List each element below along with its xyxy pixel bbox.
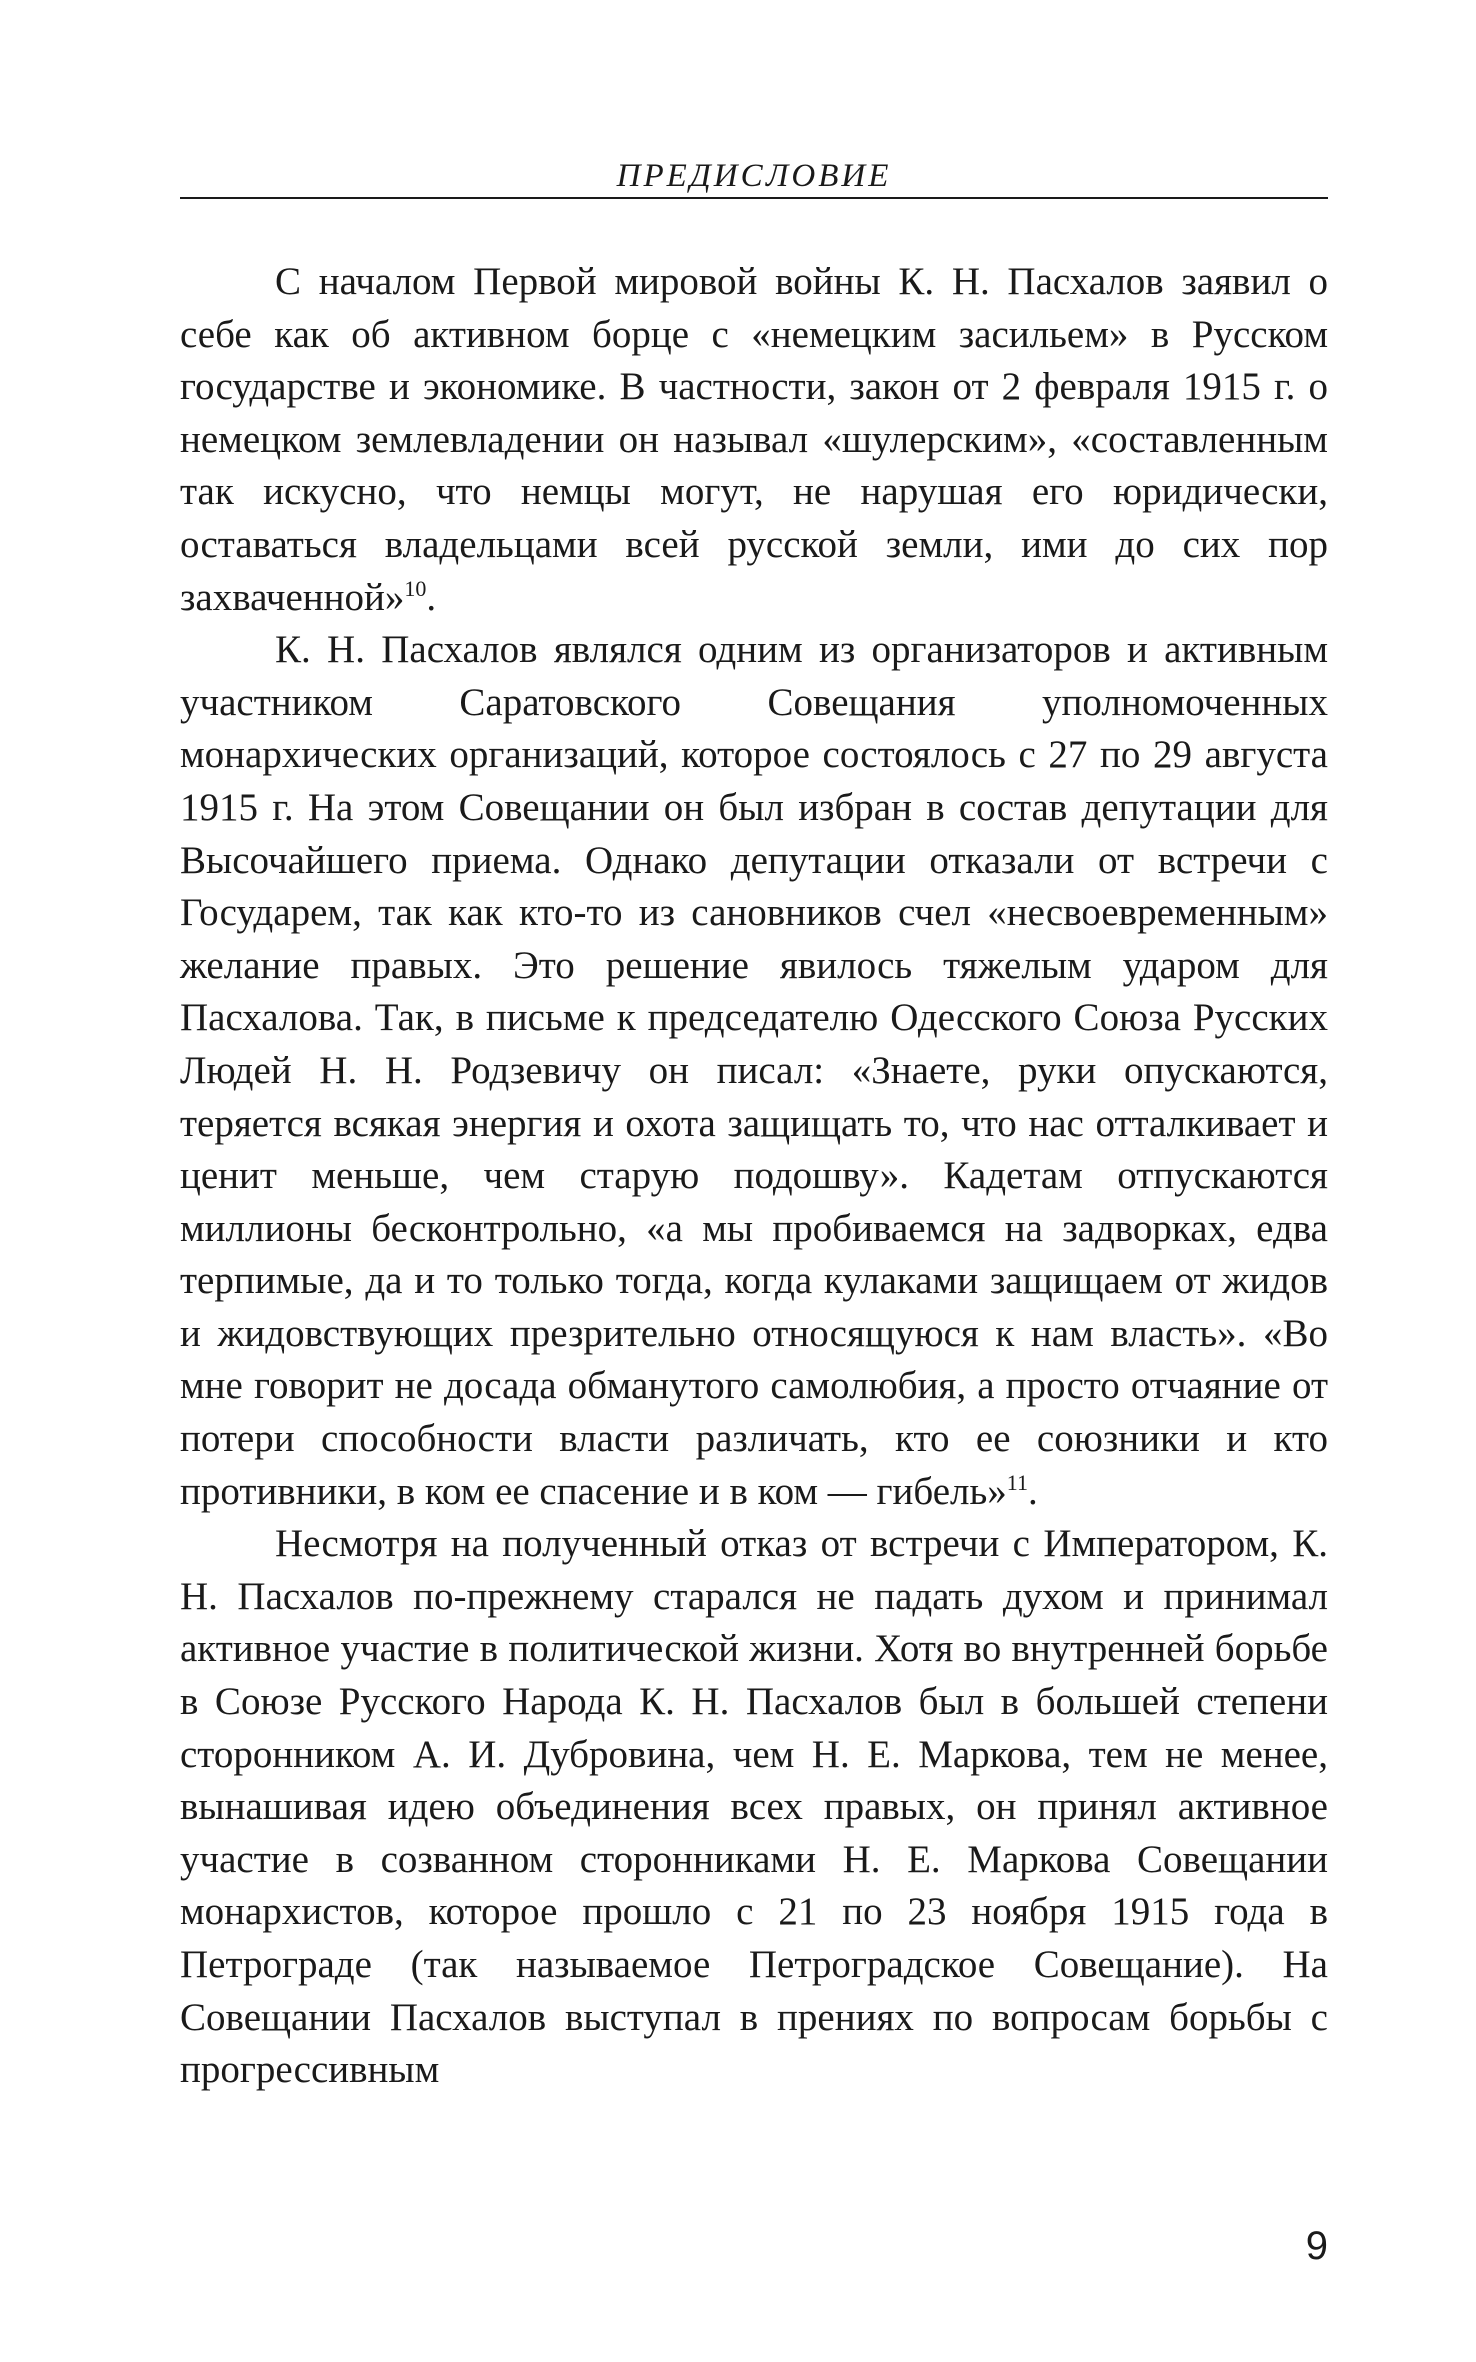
paragraph-text: С началом Первой мировой войны К. Н. Пасхалов заявил о себе как об активном борце с «немецким засильем» в Русском государстве и экономике. В частности, закон от 2 февраля 1915 г. о немецком землевладении он называл «шулерским», «составленным так искусно, что немцы могут, не нарушая его юридически, оставаться владельцами всей русской земли, ими до сих пор захваченной» — [180, 260, 1328, 619]
running-head: ПРЕДИСЛОВИЕ — [616, 158, 892, 194]
footnote-ref: 10 — [404, 575, 427, 601]
paragraph-2 — [180, 624, 1328, 1518]
paragraph-1 — [180, 256, 1328, 624]
body-text — [180, 256, 1328, 2097]
paragraph-end: . — [1027, 1469, 1038, 1513]
paragraph-text: Несмотря на полученный отказ от встречи с Императором, К. Н. Пасхалов по-прежнему старался не падать духом и принимал активное участие в политической жизни. Хотя во внутренней борьбе в Союзе Русского Народа К. Н. Пасхалов был в большей степени сторонником А. И. Дубровина, чем Н. Е. Маркова, тем не менее, вынашивая идею объединения всех правых, он принял активное участие в созванном сторонниками Н. Е. Маркова Совещании монархистов, которое прошло с 21 по 23 ноября 1915 года в Петрограде (так называемое Петроградское Совещание). На Совещании Пасхалов выступал в прениях по вопросам борьбы с прогрессивным — [180, 1522, 1328, 2092]
paragraph-text: К. Н. Пасхалов являлся одним из организаторов и активным участником Саратовского Совещания уполномоченных монархических организаций, которое состоялось с 27 по 29 августа 1915 г. На этом Совещании он был избран в состав депутации для Высочайшего приема. Однако депутации отказали от встречи с Государем, так как кто-то из сановников счел «несвоевременным» желание правых. Это решение явилось тяжелым ударом для Пасхалова. Так, в письме к председателю Одесского Союза Русских Людей Н. Н. Родзевичу он писал: «Знаете, руки опускаются, теряется всякая энергия и охота защищать то, что нас отталкивает и ценит меньше, чем старую подошву». Кадетам отпускаются миллионы бесконтрольно, «а мы пробиваемся на задворках, едва терпимые, да и то только тогда, когда кулаками защищаем от жидов и жидовствующих презрительно относящуюся к нам власть». «Во мне говорит не досада обманутого самолюбия, а просто отчаяние от потери способности власти различать, кто ее союзники и кто противники, в ком ее спасение и в ком — гибель» — [180, 628, 1328, 1513]
paragraph-end: . — [426, 575, 437, 619]
footnote-ref: 11 — [1006, 1469, 1028, 1495]
page-number: 9 — [1305, 2224, 1328, 2268]
paragraph-3 — [180, 1518, 1328, 2097]
header-rule — [180, 197, 1328, 199]
